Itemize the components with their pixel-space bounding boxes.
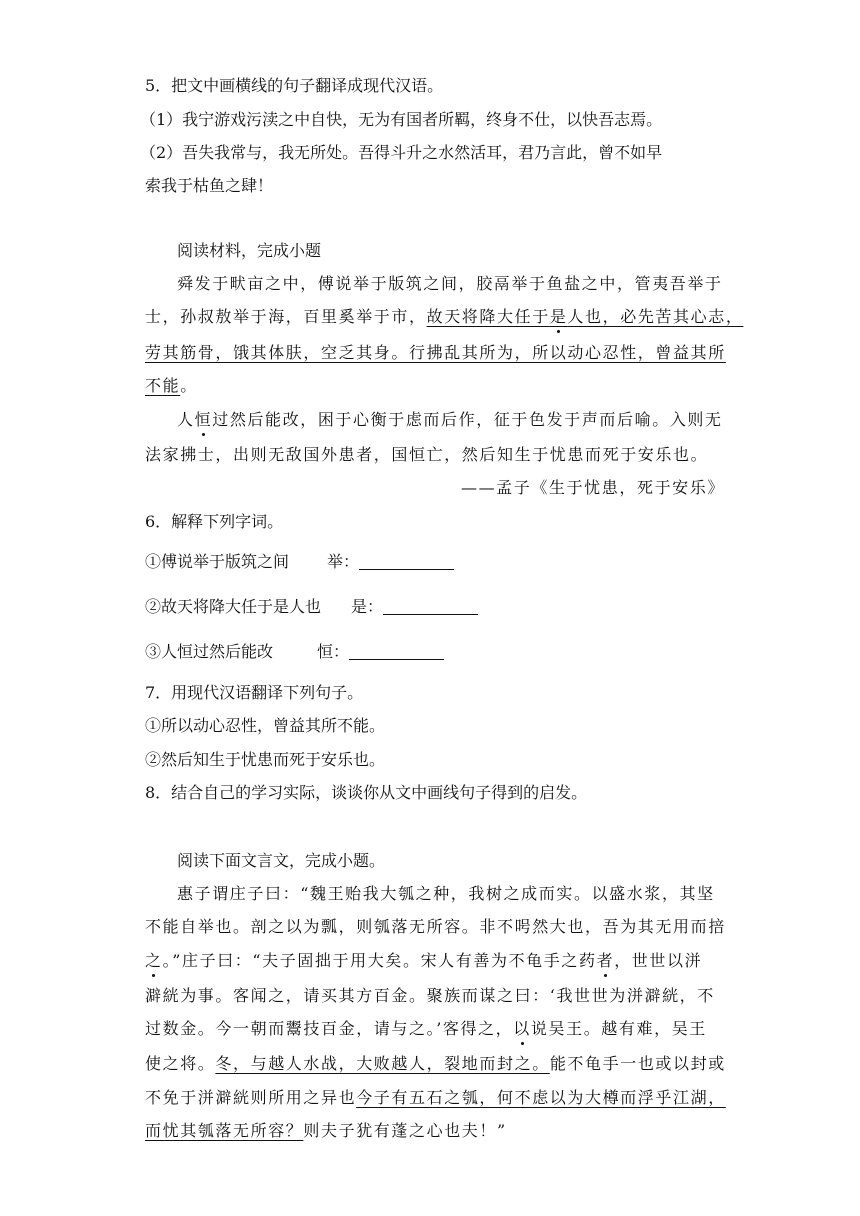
- passage2-line-3: [145, 343, 725, 363]
- passage3-text: 。”庄子曰：“夫子固拙于用大矣。宋人有善为不龟手之药: [162, 951, 597, 970]
- q6-item-2: [145, 597, 725, 617]
- passage3-line-7: [145, 1088, 725, 1108]
- q7-title: 7．用现代汉语翻译下列句子。: [145, 683, 364, 702]
- q6-item-1: [145, 552, 725, 572]
- passage2-source: ——孟子《生于忧患，死于安乐》: [460, 478, 725, 497]
- underlined-sentence: 劳其筋骨，饿其体肤，空乏其身。行拂乱其所为，所以动心忍性，曾益其所: [145, 343, 726, 362]
- passage2-text: 。: [180, 376, 198, 395]
- q6-item-label: 是：: [351, 597, 384, 616]
- passage3-text: 不免于洴澼絖则所用之异也: [145, 1088, 357, 1107]
- passage3-text: 说吴王。越有难，吴王: [530, 1019, 707, 1038]
- q5-sentence-2a: （2）吾失我常与，我无所处。吾得斗升之水然活耳，君乃言此，曾不如早: [140, 143, 663, 162]
- passage2-text: 士，孙叔敖举于海，百里奚举于市，: [145, 307, 427, 326]
- passage3-intro: 阅读下面文言文，完成小题。: [177, 851, 386, 870]
- passage3-line-3: [145, 951, 725, 971]
- q6-item-label: 举：: [327, 552, 360, 571]
- passage3-line-5: [145, 1019, 725, 1039]
- answer-blank[interactable]: [349, 643, 444, 660]
- q6-item-text: ②故天将降大任于是人也: [145, 597, 322, 616]
- dotted-character: 以: [513, 1019, 531, 1038]
- underlined-sentence: 冬，与越人水战，大败越人，裂地而封之。: [215, 1054, 550, 1073]
- q6-item-text: ③人恒过然后能改: [145, 642, 274, 661]
- passage2-intro: 阅读材料，完成小题: [177, 241, 322, 260]
- passage3-text: 过数金。今一朝而鬻技百金，请与之。’客得之，: [145, 1019, 514, 1038]
- passage2-line-5: [177, 410, 757, 430]
- passage2-line-1: 舜发于畎亩之中，傅说举于版筑之间，胶鬲举于鱼盐之中，管夷吾举于: [177, 274, 723, 293]
- underlined-sentence: 人也，必先苦其心志，: [567, 307, 744, 326]
- passage2-line-6: 法家拂士，出则无敌国外患者，国恒亡，然后知生于忧患而死于安乐也。: [145, 445, 709, 464]
- q5-sentence-2b: 索我于枯鱼之肆！: [145, 176, 274, 195]
- dotted-character: 者: [596, 951, 615, 970]
- passage3-line-4: 澼絖为事。客闻之，请买其方百金。聚族而谋之曰：‘我世世为洴澼絖，不: [145, 986, 715, 1005]
- passage3-text: 使之将。: [145, 1054, 216, 1073]
- dotted-character: 之: [145, 951, 163, 970]
- passage3-line-1: 惠子谓庄子曰：“魏王贻我大瓠之种，我树之成而实。以盛水浆，其坚: [177, 884, 715, 903]
- passage2-text: 过然后能改，困于心衡于虑而后作，征于色发于声而后喻。入则无: [212, 410, 723, 429]
- underlined-sentence: 不能: [145, 376, 181, 395]
- passage2-line-2: [145, 307, 744, 327]
- q8-title: 8．结合自己的学习实际，谈谈你从文中画线句子得到的启发。: [145, 783, 588, 802]
- dotted-character: 是: [549, 307, 568, 326]
- passage3-line-8: [145, 1121, 725, 1141]
- q7-item-1: ①所以动心忍性，曾益其所不能。: [145, 716, 386, 735]
- q5-sentence-1: （1）我宁游戏污渎之中自快，无为有国者所羁，终身不仕，以快吾志焉。: [140, 110, 663, 129]
- dotted-character: 恒: [194, 410, 213, 429]
- passage3-line-6: [145, 1054, 725, 1074]
- q6-item-label: 恒：: [317, 642, 350, 661]
- passage3-text: 能不龟手一也或以封或: [549, 1054, 726, 1073]
- passage3-text: ，世世以洴: [614, 951, 703, 970]
- q5-title: 5．把文中画横线的句子翻译成现代汉语。: [145, 76, 444, 95]
- passage2-text: 人: [177, 410, 195, 429]
- underlined-sentence: 而忧其瓠落无所容？: [145, 1121, 304, 1140]
- q7-item-2: ②然后知生于忧患而死于安乐也。: [145, 750, 386, 769]
- q6-item-text: ①傅说举于版筑之间: [145, 552, 290, 571]
- passage2-line-4: [145, 376, 725, 396]
- answer-blank[interactable]: [359, 553, 454, 570]
- q6-title: 6．解释下列字词。: [145, 512, 284, 531]
- answer-blank[interactable]: [383, 598, 478, 615]
- passage3-line-2: 不能自举也。剖之以为瓢，则瓠落无所容。非不呺然大也，吾为其无用而掊: [145, 917, 726, 936]
- underlined-sentence: 今子有五石之瓠，何不虑以为大樽而浮乎江湖，: [356, 1088, 726, 1107]
- q6-item-3: [145, 642, 725, 662]
- passage3-text: 则夫子犹有蓬之心也夫！”: [303, 1121, 507, 1140]
- underlined-sentence: 故天将降大任于: [426, 307, 550, 326]
